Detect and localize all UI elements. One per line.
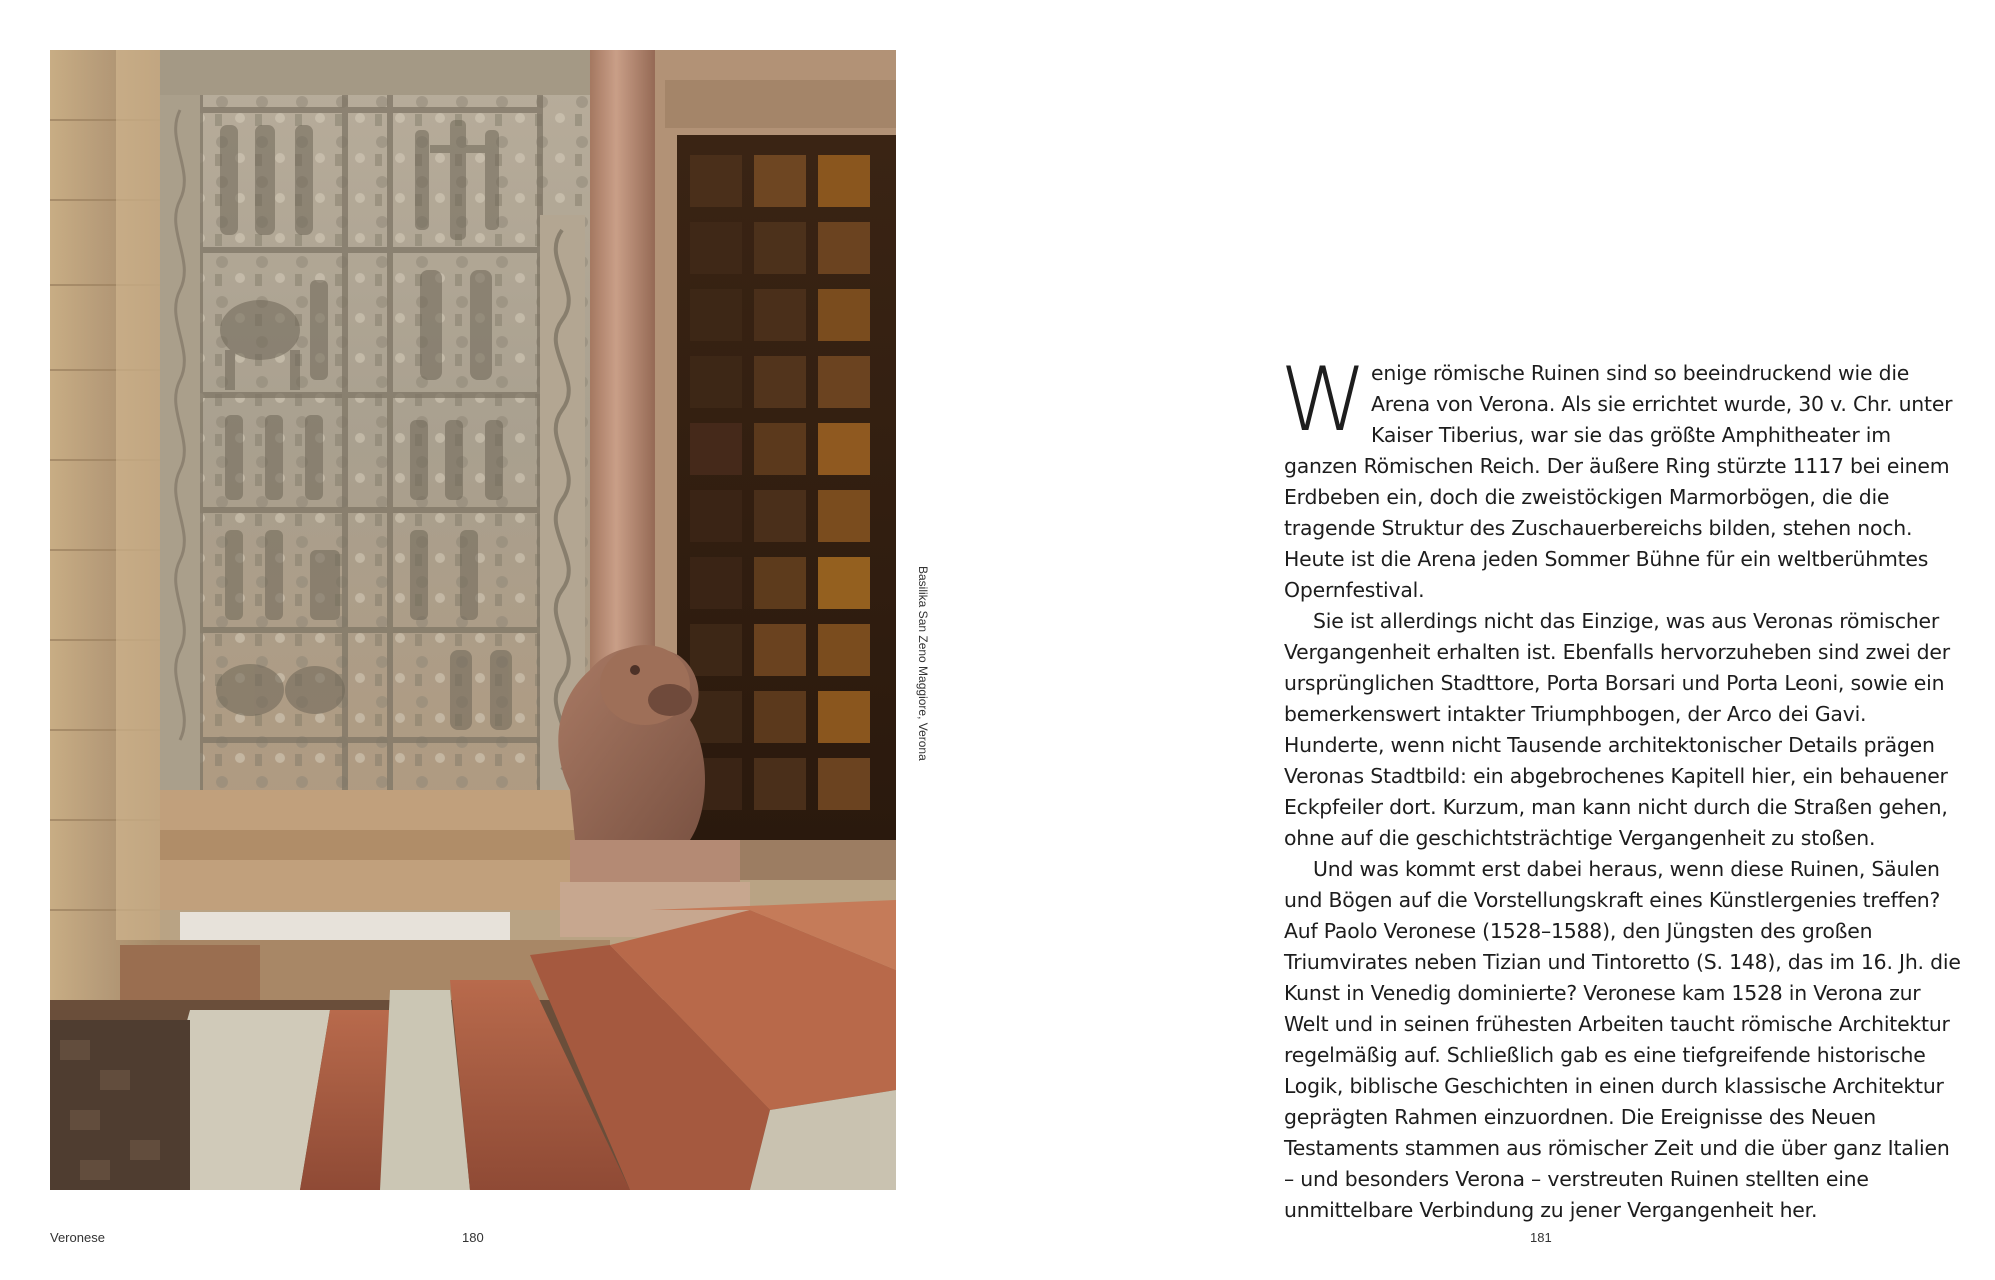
page-number-right: 181 — [1530, 1230, 1552, 1245]
left-page — [0, 0, 997, 1280]
running-footer: Veronese — [50, 1230, 105, 1245]
paragraph-3: Und was kommt erst dabei heraus, wenn diese Ruinen, Säulen und Bögen auf die Vorstellungskraft eines Künstlergenies treffen? Auf Paolo Veronese (1528–1588), den Jüngsten des großen Triumvirates neben Tizian und Tintoretto (S. 148), das im 16. Jh. die Kunst in Venedig dominierte? Veronese kam 1528 in Verona zur Welt und in seinen frühesten Arbeiten taucht römische Architektur regelmäßig auf. Schließlich gab es eine tiefgreifende historische Logik, biblische Geschichten in einen durch klassische Architektur geprägten Rahmen einzuordnen. Die Ereignisse des Neuen Testaments stammen aus römischer Zeit und die über ganz Italien – und besonders Verona – verstreuten Ruinen stellten eine unmittelbare Verbindung zu jener Vergangenheit her. — [1284, 857, 1961, 1222]
article-body — [1280, 348, 1964, 1226]
dropcap: W — [1280, 348, 1366, 451]
page-number-left: 180 — [462, 1230, 484, 1245]
paragraph-2: Sie ist allerdings nicht das Einzige, was aus Veronas römischer Vergangenheit erhalten ist. Ebenfalls hervorzuheben sind zwei der ursprünglichen Stadttore, Porta Borsari und Porta Leoni, sowie ein bemerkenswert intakter Triumphbogen, der Arco dei Gavi. Hunderte, wenn nicht Tausende architektonischer Details prägen Veronas Stadtbild: ein abgebrochenes Kapitell hier, ein behauener Eckpfeiler dort. Kurzum, man kann nicht durch die Straßen gehen, ohne auf die geschichtsträchtige Vergangenheit zu stoßen. — [1284, 609, 1950, 850]
paragraph-1 — [1280, 348, 1964, 606]
photo-illustration — [50, 50, 896, 1190]
photo-basilica-portal — [50, 50, 896, 1190]
photo-caption: Basilika San Zeno Maggiore, Verona — [916, 566, 930, 761]
paragraph-1-text: enige römische Ruinen sind so beeindruckend wie die Arena von Verona. Als sie errichtet wurde, 30 v. Chr. unter Kaiser Tiberius, war sie das größte Amphitheater im ganzen Römischen Reich. Der äußere Ring stürzte 1117 bei einem Erdbeben ein, doch die zweistöckigen Marmorbögen, die die tragende Struktur des Zuschauerbereichs bilden, stehen noch. Heute ist die Arena jeden Sommer Bühne für ein weltberühmtes Opernfestival. — [1284, 361, 1953, 602]
